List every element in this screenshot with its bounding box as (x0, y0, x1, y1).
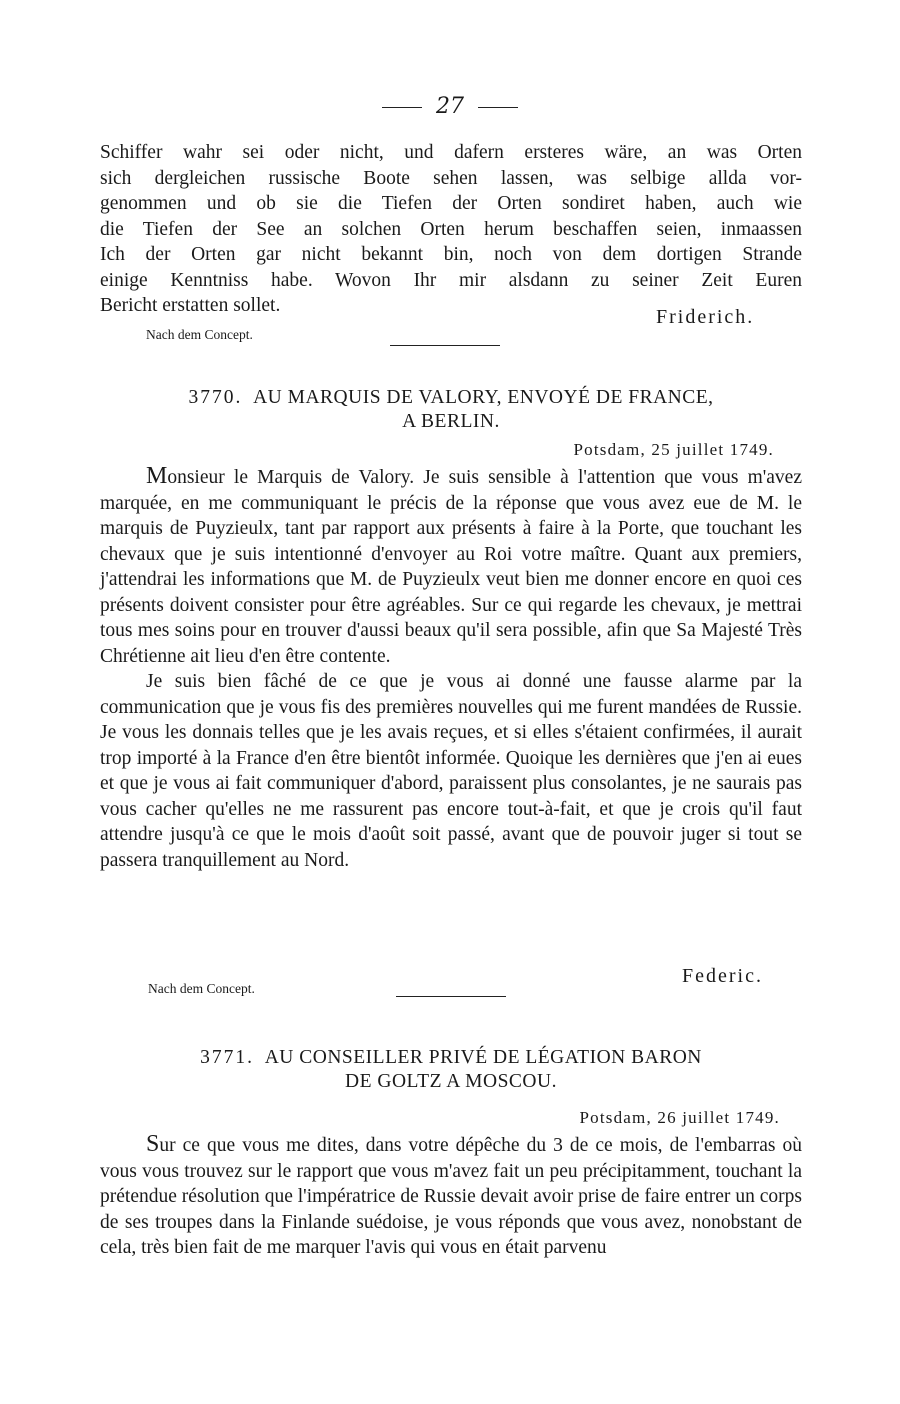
heading-addressee: AU CONSEILLER PRIVÉ DE LÉGATION BARON (264, 1047, 702, 1068)
heading-line-1 (100, 1046, 802, 1070)
page-header (0, 94, 900, 119)
paragraph-text: ur ce que vous me dites, dans votre dépêche du 3 de ce mois, de l'embarras où vous vous trouvez sur le rapport que vous m'avez fait un peu précipitamment, touchant la prétendue résolution que l'impératrice de Russie devait avoir prise de faire entrer un corps de ses troupes dans la Finlande suédoise, je vous réponds que vous avez, nonobstant de cela, très bien fait de me marquer l'avis qui vous en était parvenu (100, 1135, 802, 1258)
paragraph (100, 464, 802, 669)
initial-letter: M (146, 463, 168, 489)
heading-line-1 (100, 386, 802, 410)
letter-3770-heading (100, 386, 802, 434)
source-note: Nach dem Concept. (148, 981, 255, 996)
letter-3771-body (100, 1132, 802, 1261)
section-divider (390, 345, 500, 346)
source-note: Nach dem Concept. (146, 327, 253, 342)
paragraph: Je suis bien fâché de ce que je vous ai donné une fausse alarme par la communication que je vous fis des premières nouvelles qui me furent mandées de Russie. Je vous les donnais telles que je les avais reçues, et si elles s'étaient confirmées, il aurait trop importé à la France d'en être bientôt informée. Quoique les dernières que j'en ai eues et que je vous ai fait communiquer d'abord, paraissent plus consolantes, je ne saurais pas vous cacher qu'elles ne me rassurent pas encore tout-à-fait, et que je crois qu'il faut attendre jusqu'à ce que le mois d'août soit passé, avant que de pouvoir juger si tout se passera tranquillement au Nord. (100, 671, 802, 871)
text-line: Ich der Orten gar nicht bekannt bin, noch von dem dortigen Strande (100, 244, 802, 265)
letter-3770-body (100, 464, 802, 873)
paragraph (100, 1132, 802, 1261)
continuation-text (100, 140, 802, 319)
header-dash-right (478, 107, 518, 108)
text-line: die Tiefen der See an solchen Orten herum beschaffen seien, inmaassen (100, 218, 802, 240)
dateline: Potsdam, 26 juillet 1749. (579, 1108, 780, 1127)
letter-number: 3771. (200, 1047, 254, 1068)
text-line: Schiffer wahr sei oder nicht, und dafern ersteres wäre, an was Orten (100, 142, 802, 163)
letter-number: 3770. (188, 387, 243, 408)
page-number: 27 (436, 94, 464, 119)
section-divider (396, 996, 506, 997)
text-line: einige Kenntniss habe. Wovon Ihr mir alsdann zu seiner Zeit Euren (100, 269, 802, 291)
header-dash-left (382, 107, 422, 108)
initial-letter: S (146, 1131, 160, 1157)
signature-federic: Federic. (682, 965, 763, 987)
heading-line-2: A BERLIN. (402, 411, 500, 432)
text-line: genommen und ob sie die Tiefen der Orten sondiret haben, auch wie (100, 193, 802, 214)
heading-addressee: AU MARQUIS DE VALORY, ENVOYÉ DE FRANCE, (253, 387, 714, 408)
paragraph-text: onsieur le Marquis de Valory. Je suis sensible à l'attention que vous m'avez marquée, en me communiquant le précis de la réponse que vous avez eue de M. le marquis de Puyzieulx, tant par rapport aux présents à faire à la Porte, que touchant les chevaux que je suis intentionné d'envoyer au Roi votre maître. Quant aux premiers, j'attendrai les informations que M. de Puyzieulx veut bien me donner encore en quoi ces présents doivent consister pour être agréables. Sur ce qui regarde les chevaux, je mettrai tous mes soins pour en trouver d'aussi beaux qu'il sera possible, afin que Sa Majesté Très Chrétienne ait lieu d'en être contente. (100, 467, 802, 667)
text-line: Bericht erstatten sollet. (100, 295, 281, 316)
heading-line-2: DE GOLTZ A MOSCOU. (345, 1071, 557, 1092)
letter-3771-heading (100, 1046, 802, 1094)
signature-friderich: Friderich. (656, 306, 755, 328)
text-line: sich dergleichen russische Boote sehen lassen, was selbige allda vor- (100, 167, 802, 189)
dateline: Potsdam, 25 juillet 1749. (573, 440, 774, 459)
